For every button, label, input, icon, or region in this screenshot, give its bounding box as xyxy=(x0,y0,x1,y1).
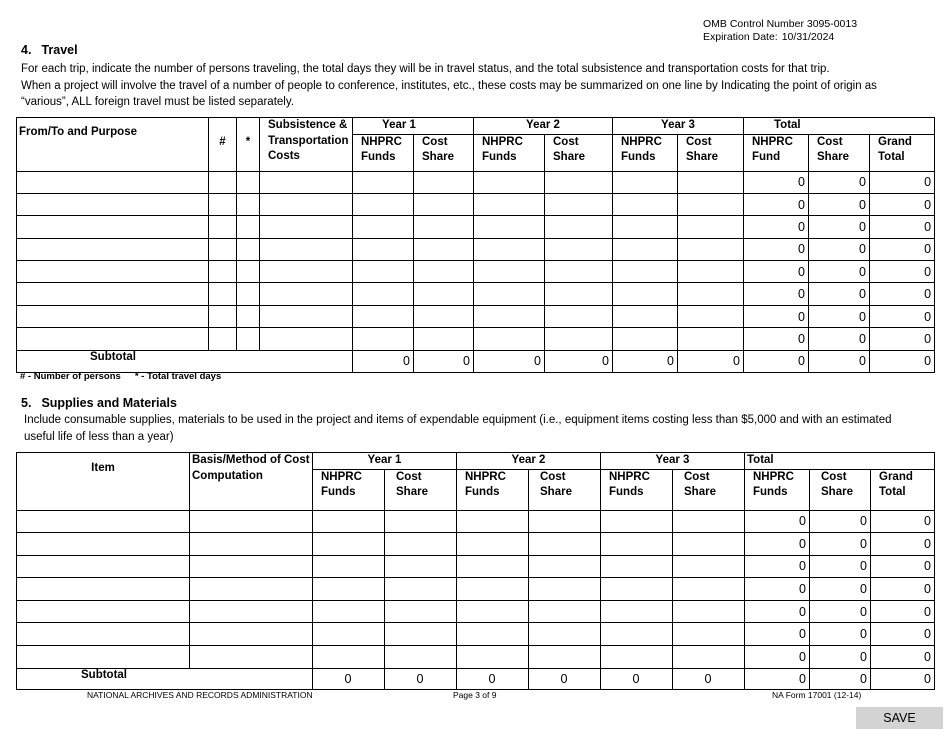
table-row xyxy=(17,238,935,260)
y2-nhprc-input[interactable] xyxy=(474,287,544,301)
from-to-purpose-input[interactable] xyxy=(17,198,208,212)
row-total-nhprc-input[interactable] xyxy=(744,220,808,234)
row-grand-total-input[interactable] xyxy=(871,582,934,596)
basis-method-input[interactable] xyxy=(190,650,312,664)
y3-cost-share-input[interactable] xyxy=(678,287,743,301)
col-y1-cost-share: Cost Share xyxy=(414,134,474,171)
col-year-1: Year 1 xyxy=(313,453,457,470)
row-grand-total-input[interactable] xyxy=(870,310,934,324)
col-grand-total: Grand Total xyxy=(871,469,935,510)
persons-input[interactable] xyxy=(209,198,236,212)
y1-nhprc-input[interactable] xyxy=(353,198,413,212)
y1-cost-share-input[interactable] xyxy=(414,175,473,189)
travel-days-input[interactable] xyxy=(237,242,259,256)
table-row xyxy=(17,623,935,646)
y3-nhprc-input[interactable] xyxy=(601,605,672,619)
supplies-subtotal-y3-cost-share[interactable] xyxy=(673,672,744,686)
persons-input[interactable] xyxy=(209,310,236,324)
y3-cost-share-input[interactable] xyxy=(673,559,744,573)
travel-subtotal-y3-nhprc[interactable] xyxy=(613,354,677,368)
legend-persons: # - Number of persons xyxy=(20,371,121,382)
y3-cost-share-input[interactable] xyxy=(673,514,744,528)
col-basis-method: Basis/Method of Cost Computation xyxy=(190,453,313,511)
row-total-nhprc-input[interactable] xyxy=(745,650,809,664)
y2-nhprc-input[interactable] xyxy=(474,310,544,324)
col-y1-nhprc-funds: NHPRC Funds xyxy=(353,134,414,171)
row-grand-total-input[interactable] xyxy=(871,514,934,528)
row-grand-total-input[interactable] xyxy=(871,650,934,664)
subsistence-costs-input[interactable] xyxy=(260,220,352,234)
table-row xyxy=(17,578,935,601)
col-total-cost-share: Cost Share xyxy=(810,469,871,510)
y2-nhprc-input[interactable] xyxy=(457,514,528,528)
supplies-subtotal-y2-cost-share[interactable] xyxy=(529,672,600,686)
basis-method-input[interactable] xyxy=(190,514,312,528)
col-y3-nhprc-funds: NHPRC Funds xyxy=(601,469,673,510)
travel-subtotal-y2-nhprc[interactable] xyxy=(474,354,544,368)
row-grand-total-input[interactable] xyxy=(871,537,934,551)
travel-subtotal-y2-cost-share[interactable] xyxy=(545,354,612,368)
travel-days-input[interactable] xyxy=(237,220,259,234)
row-grand-total-input[interactable] xyxy=(870,332,934,346)
row-total-cost-share-input[interactable] xyxy=(810,605,870,619)
y2-cost-share-input[interactable] xyxy=(529,514,600,528)
persons-input[interactable] xyxy=(209,287,236,301)
y1-cost-share-input[interactable] xyxy=(414,287,473,301)
y3-nhprc-input[interactable] xyxy=(613,242,677,256)
y1-cost-share-input[interactable] xyxy=(385,514,456,528)
y3-cost-share-input[interactable] xyxy=(678,332,743,346)
y2-nhprc-input[interactable] xyxy=(457,559,528,573)
item-input[interactable] xyxy=(17,650,189,664)
row-total-nhprc-input[interactable] xyxy=(745,627,809,641)
omb-info xyxy=(703,18,857,44)
basis-method-input[interactable] xyxy=(190,627,312,641)
travel-section-title: Travel xyxy=(41,43,78,57)
table-row xyxy=(17,283,935,305)
col-year-3: Year 3 xyxy=(601,453,745,470)
col-grand-total: Grand Total xyxy=(870,134,935,171)
y1-nhprc-input[interactable] xyxy=(353,310,413,324)
legend-days: * - Total travel days xyxy=(134,371,222,382)
item-input[interactable] xyxy=(17,582,189,596)
subsistence-costs-input[interactable] xyxy=(260,242,352,256)
persons-input[interactable] xyxy=(209,265,236,279)
table-row xyxy=(17,305,935,327)
y2-nhprc-input[interactable] xyxy=(457,537,528,551)
travel-days-input[interactable] xyxy=(237,332,259,346)
row-total-nhprc-input[interactable] xyxy=(744,242,808,256)
col-total: Total xyxy=(744,118,935,135)
col-year-1: Year 1 xyxy=(353,118,474,135)
y2-cost-share-input[interactable] xyxy=(529,627,600,641)
item-input[interactable] xyxy=(17,559,189,573)
table-row xyxy=(17,328,935,350)
travel-subtotal-grand-total[interactable] xyxy=(870,354,934,368)
row-total-cost-share-input[interactable] xyxy=(809,175,869,189)
row-total-cost-share-input[interactable] xyxy=(809,220,869,234)
table-row xyxy=(17,555,935,578)
supplies-subtotal-total-nhprc[interactable] xyxy=(745,672,809,686)
y1-cost-share-input[interactable] xyxy=(385,627,456,641)
y2-cost-share-input[interactable] xyxy=(545,265,612,279)
travel-days-input[interactable] xyxy=(237,198,259,212)
y3-cost-share-input[interactable] xyxy=(678,265,743,279)
row-total-nhprc-input[interactable] xyxy=(744,310,808,324)
travel-heading xyxy=(21,43,78,57)
subsistence-costs-input[interactable] xyxy=(260,198,352,212)
y2-cost-share-input[interactable] xyxy=(545,242,612,256)
supplies-table xyxy=(16,452,935,690)
col-y1-nhprc-funds: NHPRC Funds xyxy=(313,469,385,510)
y2-cost-share-input[interactable] xyxy=(529,537,600,551)
col-from-to-purpose: From/To and Purpose xyxy=(17,118,209,172)
col-total-nhprc-funds: NHPRC Funds xyxy=(745,469,810,510)
col-y2-cost-share: Cost Share xyxy=(529,469,601,510)
y2-nhprc-input[interactable] xyxy=(474,198,544,212)
persons-input[interactable] xyxy=(209,332,236,346)
row-total-nhprc-input[interactable] xyxy=(744,332,808,346)
col-year-2: Year 2 xyxy=(457,453,601,470)
col-y2-cost-share: Cost Share xyxy=(545,134,613,171)
y3-cost-share-input[interactable] xyxy=(678,198,743,212)
col-subsistence-transportation: Subsistence & Transportation Costs xyxy=(260,118,353,172)
y2-nhprc-input[interactable] xyxy=(474,265,544,279)
y1-nhprc-input[interactable] xyxy=(313,650,384,664)
col-total-cost-share: Cost Share xyxy=(809,134,870,171)
subsistence-costs-input[interactable] xyxy=(260,287,352,301)
y2-cost-share-input[interactable] xyxy=(545,332,612,346)
item-input[interactable] xyxy=(17,605,189,619)
y1-cost-share-input[interactable] xyxy=(414,310,473,324)
row-total-nhprc-input[interactable] xyxy=(745,537,809,551)
col-y2-nhprc-funds: NHPRC Funds xyxy=(457,469,529,510)
row-total-cost-share-input[interactable] xyxy=(810,514,870,528)
col-y3-cost-share: Cost Share xyxy=(673,469,745,510)
y1-nhprc-input[interactable] xyxy=(353,332,413,346)
col-persons: # xyxy=(209,118,237,172)
y3-cost-share-input[interactable] xyxy=(673,605,744,619)
persons-input[interactable] xyxy=(209,242,236,256)
row-grand-total-input[interactable] xyxy=(870,220,934,234)
item-input[interactable] xyxy=(17,627,189,641)
y3-nhprc-input[interactable] xyxy=(613,310,677,324)
y2-nhprc-input[interactable] xyxy=(457,582,528,596)
travel-description xyxy=(21,61,926,111)
y1-nhprc-input[interactable] xyxy=(353,175,413,189)
col-year-3: Year 3 xyxy=(613,118,744,135)
row-total-cost-share-input[interactable] xyxy=(810,559,870,573)
y2-cost-share-input[interactable] xyxy=(545,310,612,324)
item-input[interactable] xyxy=(17,537,189,551)
expiration xyxy=(703,31,857,44)
y1-cost-share-input[interactable] xyxy=(385,650,456,664)
y3-nhprc-input[interactable] xyxy=(601,537,672,551)
row-total-cost-share-input[interactable] xyxy=(809,242,869,256)
from-to-purpose-input[interactable] xyxy=(17,242,208,256)
subsistence-costs-input[interactable] xyxy=(260,310,352,324)
from-to-purpose-input[interactable] xyxy=(17,310,208,324)
y1-cost-share-input[interactable] xyxy=(414,220,473,234)
y3-nhprc-input[interactable] xyxy=(601,650,672,664)
col-y3-cost-share: Cost Share xyxy=(678,134,744,171)
table-row xyxy=(17,216,935,238)
persons-input[interactable] xyxy=(209,175,236,189)
row-total-nhprc-input[interactable] xyxy=(744,175,808,189)
col-total-nhprc-fund: NHPRC Fund xyxy=(744,134,809,171)
y1-nhprc-input[interactable] xyxy=(313,559,384,573)
row-grand-total-input[interactable] xyxy=(870,265,934,279)
row-total-cost-share-input[interactable] xyxy=(810,537,870,551)
y2-cost-share-input[interactable] xyxy=(529,582,600,596)
y2-nhprc-input[interactable] xyxy=(474,332,544,346)
y3-cost-share-input[interactable] xyxy=(673,627,744,641)
y3-cost-share-input[interactable] xyxy=(673,582,744,596)
y3-cost-share-input[interactable] xyxy=(673,537,744,551)
row-total-cost-share-input[interactable] xyxy=(810,650,870,664)
row-grand-total-input[interactable] xyxy=(870,287,934,301)
row-total-nhprc-input[interactable] xyxy=(745,559,809,573)
y1-cost-share-input[interactable] xyxy=(385,559,456,573)
y3-cost-share-input[interactable] xyxy=(678,242,743,256)
row-total-cost-share-input[interactable] xyxy=(810,627,870,641)
col-item: Item xyxy=(17,453,190,511)
row-grand-total-input[interactable] xyxy=(871,627,934,641)
row-total-cost-share-input[interactable] xyxy=(809,265,869,279)
persons-input[interactable] xyxy=(209,220,236,234)
table-row xyxy=(17,261,935,283)
from-to-purpose-input[interactable] xyxy=(17,332,208,346)
supplies-subtotal-label: Subtotal xyxy=(17,668,313,689)
row-total-nhprc-input[interactable] xyxy=(744,198,808,212)
col-total: Total xyxy=(745,453,935,470)
y1-cost-share-input[interactable] xyxy=(414,332,473,346)
subsistence-costs-input[interactable] xyxy=(260,175,352,189)
y2-nhprc-input[interactable] xyxy=(474,220,544,234)
y1-nhprc-input[interactable] xyxy=(313,514,384,528)
y3-nhprc-input[interactable] xyxy=(613,220,677,234)
from-to-purpose-input[interactable] xyxy=(17,265,208,279)
footer-form-number: NA Form 17001 (12-14) xyxy=(772,690,862,700)
supplies-section-title: Supplies and Materials xyxy=(41,396,177,410)
y1-cost-share-input[interactable] xyxy=(385,582,456,596)
travel-section-number: 4. xyxy=(21,43,32,57)
y2-nhprc-input[interactable] xyxy=(457,605,528,619)
supplies-subtotal-y2-nhprc[interactable] xyxy=(457,672,528,686)
y2-nhprc-input[interactable] xyxy=(457,627,528,641)
footer-page-number: Page 3 of 9 xyxy=(453,690,497,700)
travel-subtotal-label: Subtotal xyxy=(17,350,353,372)
supplies-heading xyxy=(21,396,177,410)
from-to-purpose-input[interactable] xyxy=(17,287,208,301)
basis-method-input[interactable] xyxy=(190,582,312,596)
supplies-subtotal-y1-nhprc[interactable] xyxy=(313,672,384,686)
y3-nhprc-input[interactable] xyxy=(601,582,672,596)
y2-cost-share-input[interactable] xyxy=(545,220,612,234)
table-row xyxy=(17,193,935,215)
y2-nhprc-input[interactable] xyxy=(474,175,544,189)
y3-nhprc-input[interactable] xyxy=(601,627,672,641)
basis-method-input[interactable] xyxy=(190,537,312,551)
y1-cost-share-input[interactable] xyxy=(385,537,456,551)
y1-nhprc-input[interactable] xyxy=(313,582,384,596)
row-grand-total-input[interactable] xyxy=(870,242,934,256)
travel-description-line-1: For each trip, indicate the number of persons traveling, the total days they will be in travel status, and the total subsistence and transportation costs for that trip. xyxy=(21,63,830,75)
y1-cost-share-input[interactable] xyxy=(414,198,473,212)
y2-cost-share-input[interactable] xyxy=(529,605,600,619)
col-y1-cost-share: Cost Share xyxy=(385,469,457,510)
y1-cost-share-input[interactable] xyxy=(414,265,473,279)
table-row xyxy=(17,510,935,533)
y3-nhprc-input[interactable] xyxy=(601,559,672,573)
travel-subtotal-y3-cost-share[interactable] xyxy=(678,354,743,368)
supplies-subtotal-y1-cost-share[interactable] xyxy=(385,672,456,686)
y1-cost-share-input[interactable] xyxy=(414,242,473,256)
y3-nhprc-input[interactable] xyxy=(613,332,677,346)
y3-cost-share-input[interactable] xyxy=(678,175,743,189)
travel-days-input[interactable] xyxy=(237,310,259,324)
table-row xyxy=(17,600,935,623)
y2-nhprc-input[interactable] xyxy=(457,650,528,664)
row-total-nhprc-input[interactable] xyxy=(745,582,809,596)
travel-days-input[interactable] xyxy=(237,175,259,189)
y1-nhprc-input[interactable] xyxy=(313,537,384,551)
row-total-cost-share-input[interactable] xyxy=(809,332,869,346)
from-to-purpose-input[interactable] xyxy=(17,220,208,234)
travel-subtotal-total-nhprc[interactable] xyxy=(744,354,808,368)
travel-legend xyxy=(20,371,221,382)
omb-control-number: OMB Control Number 3095-0013 xyxy=(703,18,858,30)
expiration-label: Expiration Date: xyxy=(703,31,778,43)
supplies-section-number: 5. xyxy=(21,396,32,410)
supplies-description: Include consumable supplies, materials to be used in the project and items of expendable equipment (i.e., equipment items costing less than $5,000 and with an estimated useful life of less than a year) xyxy=(24,414,892,443)
y3-cost-share-input[interactable] xyxy=(678,310,743,324)
table-row xyxy=(17,171,935,193)
y3-nhprc-input[interactable] xyxy=(613,198,677,212)
travel-subtotal-total-cost-share[interactable] xyxy=(809,354,869,368)
row-total-nhprc-input[interactable] xyxy=(744,265,808,279)
y1-nhprc-input[interactable] xyxy=(313,605,384,619)
travel-table xyxy=(16,117,935,373)
col-y3-nhprc-funds: NHPRC Funds xyxy=(613,134,678,171)
row-total-cost-share-input[interactable] xyxy=(809,310,869,324)
supplies-subtotal-grand-total[interactable] xyxy=(871,672,934,686)
supplies-subtotal-total-cost-share[interactable] xyxy=(810,672,870,686)
subsistence-costs-input[interactable] xyxy=(260,332,352,346)
item-input[interactable] xyxy=(17,514,189,528)
basis-method-input[interactable] xyxy=(190,605,312,619)
y2-nhprc-input[interactable] xyxy=(474,242,544,256)
col-y2-nhprc-funds: NHPRC Funds xyxy=(474,134,545,171)
y3-nhprc-input[interactable] xyxy=(613,175,677,189)
y1-nhprc-input[interactable] xyxy=(353,242,413,256)
row-total-cost-share-input[interactable] xyxy=(809,198,869,212)
y2-cost-share-input[interactable] xyxy=(545,287,612,301)
row-grand-total-input[interactable] xyxy=(871,559,934,573)
table-row xyxy=(17,646,935,669)
y3-nhprc-input[interactable] xyxy=(613,287,677,301)
y1-nhprc-input[interactable] xyxy=(353,220,413,234)
save-button[interactable]: SAVE xyxy=(856,707,943,729)
subsistence-costs-input[interactable] xyxy=(260,265,352,279)
y3-cost-share-input[interactable] xyxy=(678,220,743,234)
row-grand-total-input[interactable] xyxy=(871,605,934,619)
y2-cost-share-input[interactable] xyxy=(545,198,612,212)
supplies-subtotal-y3-nhprc[interactable] xyxy=(601,672,672,686)
y1-nhprc-input[interactable] xyxy=(313,627,384,641)
col-travel-days: * xyxy=(237,118,260,172)
travel-subtotal-y1-cost-share[interactable] xyxy=(414,354,473,368)
travel-days-input[interactable] xyxy=(237,287,259,301)
y1-nhprc-input[interactable] xyxy=(353,265,413,279)
row-total-nhprc-input[interactable] xyxy=(745,605,809,619)
row-total-cost-share-input[interactable] xyxy=(810,582,870,596)
row-grand-total-input[interactable] xyxy=(870,175,934,189)
y2-cost-share-input[interactable] xyxy=(529,650,600,664)
y3-nhprc-input[interactable] xyxy=(601,514,672,528)
travel-description-line-2: When a project will involve the travel of a number of people to conference, institutes, etc., these costs may be summarized on one line by Indicating the point of origin as “various”, ALL foreign travel must be listed separately. xyxy=(21,79,877,108)
basis-method-input[interactable] xyxy=(190,559,312,573)
expiration-date: 10/31/2024 xyxy=(781,31,835,43)
footer-agency: NATIONAL ARCHIVES AND RECORDS ADMINISTRATION xyxy=(87,690,313,700)
y3-cost-share-input[interactable] xyxy=(673,650,744,664)
travel-days-input[interactable] xyxy=(237,265,259,279)
from-to-purpose-input[interactable] xyxy=(17,175,208,189)
row-grand-total-input[interactable] xyxy=(870,198,934,212)
y1-cost-share-input[interactable] xyxy=(385,605,456,619)
row-total-cost-share-input[interactable] xyxy=(809,287,869,301)
row-total-nhprc-input[interactable] xyxy=(745,514,809,528)
y2-cost-share-input[interactable] xyxy=(529,559,600,573)
y3-nhprc-input[interactable] xyxy=(613,265,677,279)
travel-subtotal-y1-nhprc[interactable] xyxy=(353,354,413,368)
col-year-2: Year 2 xyxy=(474,118,613,135)
y1-nhprc-input[interactable] xyxy=(353,287,413,301)
y2-cost-share-input[interactable] xyxy=(545,175,612,189)
row-total-nhprc-input[interactable] xyxy=(744,287,808,301)
table-row xyxy=(17,533,935,556)
